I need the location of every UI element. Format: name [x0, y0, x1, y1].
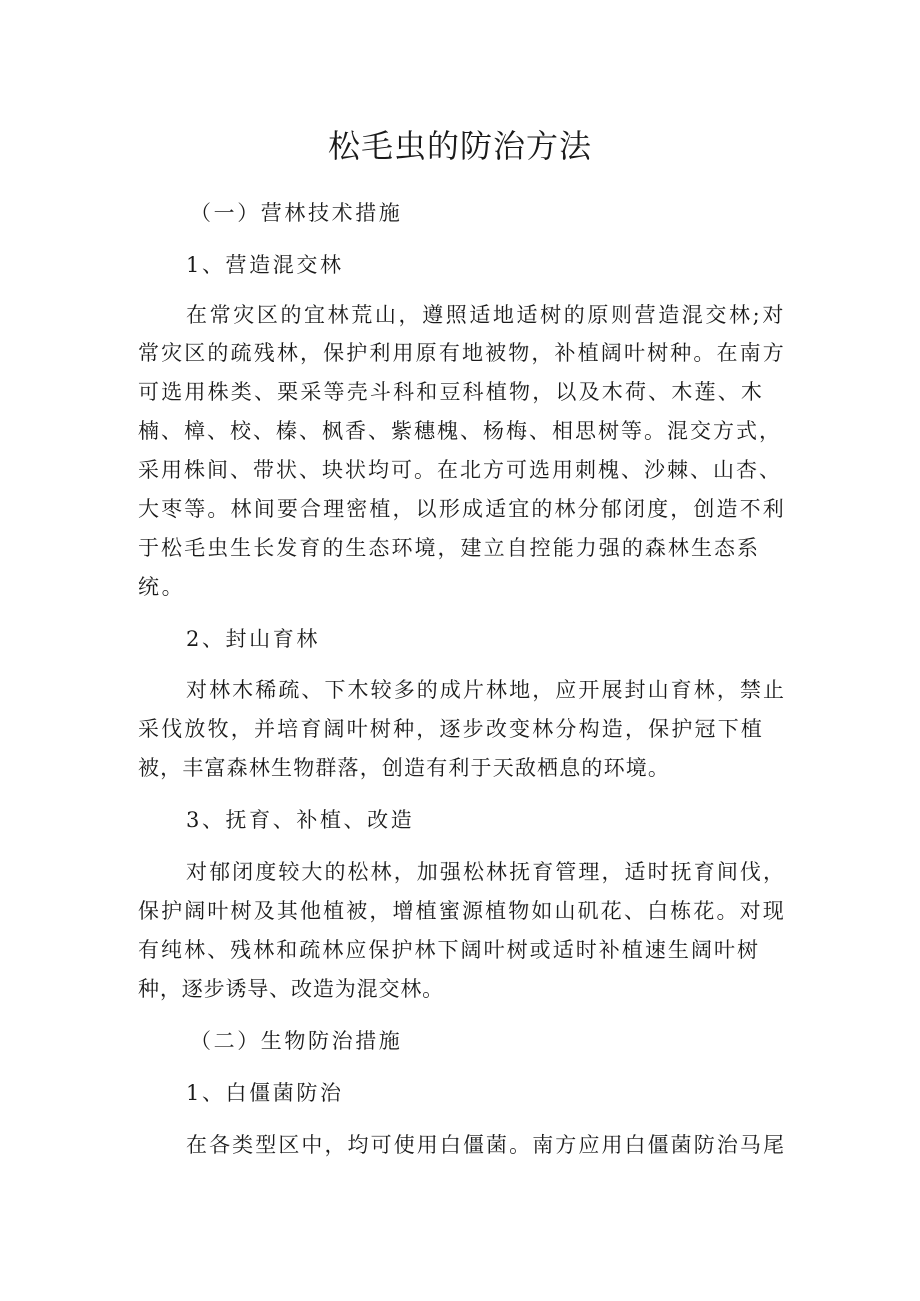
subsection-heading: 1、营造混交林 [186, 253, 344, 277]
paragraph-line: 可选用株类、栗采等壳斗科和豆科植物，以及木荷、木莲、木 [138, 380, 765, 404]
section-heading: （一）营林技术措施 [190, 201, 403, 225]
paragraph-line: 有纯林、残林和疏林应保护林下阔叶树或适时补植速生阔叶树 [138, 938, 761, 962]
section-heading: （二）生物防治措施 [190, 1029, 403, 1053]
paragraph-line: 在常灾区的宜林荒山，遵照适地适树的原则营造混交林;对 [186, 303, 786, 327]
paragraph-line: 被，丰富森林生物群落，创造有利于天敌栖息的环境。 [138, 756, 671, 780]
paragraph-line: 在各类型区中，均可使用白僵菌。南方应用白僵菌防治马尾 [186, 1133, 787, 1157]
paragraph-line: 采伐放牧，并培育阔叶树种，逐步改变林分构造，保护冠下植 [138, 717, 765, 741]
paragraph-line: 统。 [138, 575, 186, 599]
paragraph-line: 大枣等。林间要合理密植，以形成适宜的林分郁闭度，创造不利 [138, 497, 786, 521]
document-title: 松毛虫的防治方法 [327, 127, 592, 165]
paragraph-line: 常灾区的疏残林，保护利用原有地被物，补植阔叶树种。在南方 [138, 341, 786, 365]
paragraph-line: 采用株间、带状、块状均可。在北方可选用刺槐、沙棘、山杏、 [138, 458, 782, 482]
subsection-heading: 3、抚育、补植、改造 [186, 808, 415, 832]
paragraph-line: 种，逐步诱导、改造为混交林。 [138, 977, 445, 1001]
subsection-heading: 2、封山育林 [186, 627, 320, 651]
paragraph-line: 于松毛虫生长发育的生态环境，建立自控能力强的森林生态系 [138, 536, 761, 560]
paragraph-line: 对林木稀疏、下木较多的成片林地，应开展封山育林，禁止 [186, 678, 787, 702]
paragraph-line: 保护阔叶树及其他植被，增植蜜源植物如山矶花、白栋花。对现 [138, 899, 786, 923]
paragraph-line: 对郁闭度较大的松林，加强松林抚育管理，适时抚育间伐， [186, 860, 787, 884]
subsection-heading: 1、白僵菌防治 [186, 1081, 344, 1105]
paragraph-line: 楠、樟、校、榛、枫香、紫穗槐、杨梅、相思树等。混交方式， [138, 419, 782, 443]
